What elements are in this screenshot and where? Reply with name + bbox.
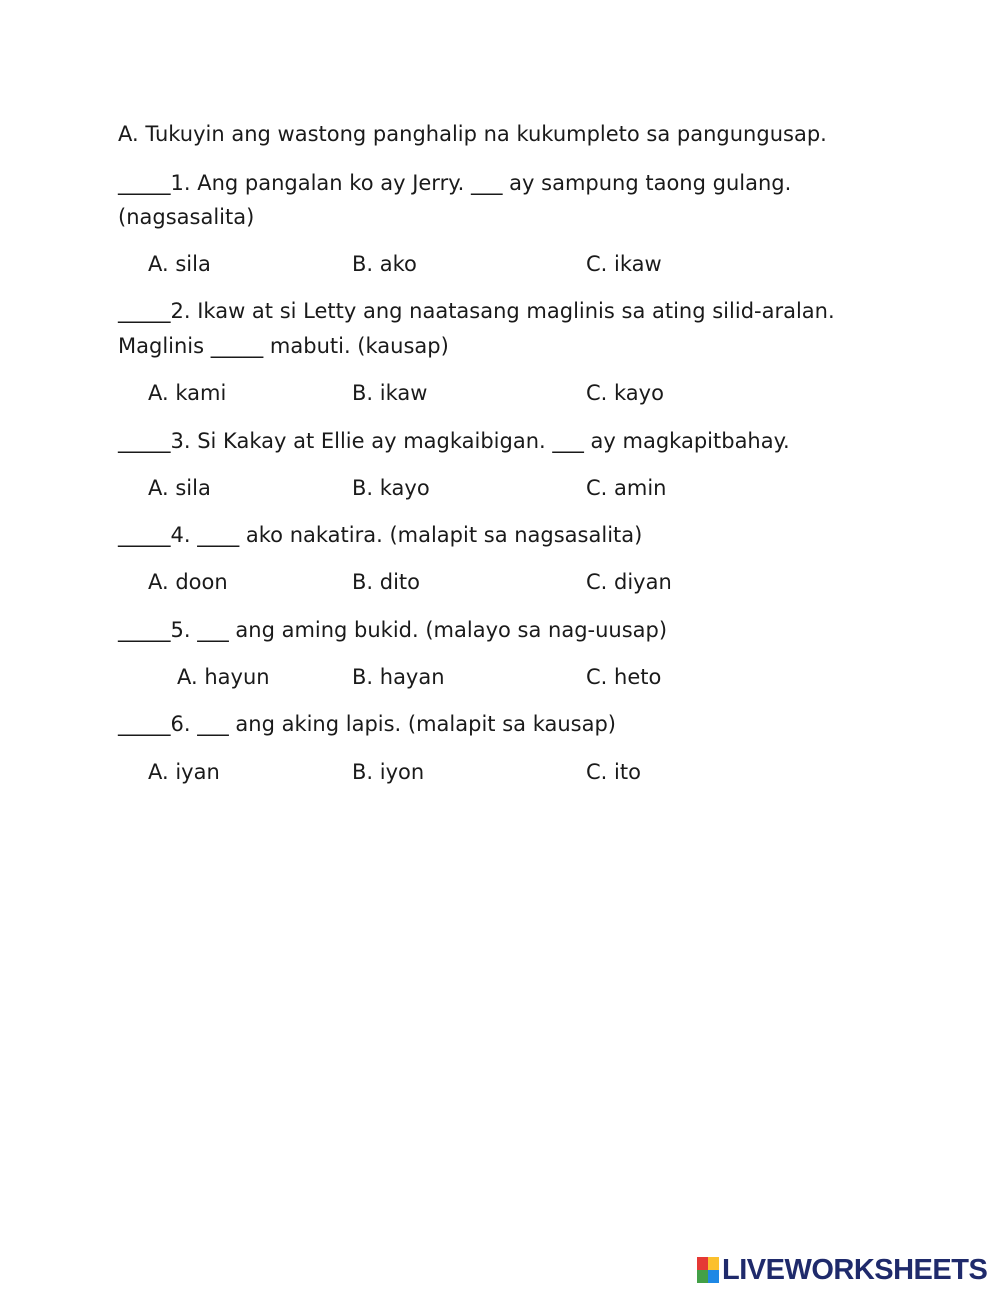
question-4-choice-c: C. diyan — [586, 570, 672, 594]
question-4-choice-a: A. doon — [148, 570, 228, 594]
question-4-line-1: _____4. ____ ako nakatira. (malapit sa nagsasalita) — [118, 523, 643, 547]
liveworksheets-blocks-icon — [697, 1257, 719, 1283]
question-3-line-1: _____3. Si Kakay at Ellie ay magkaibigan. ___ ay magkapitbahay. — [118, 429, 790, 453]
question-1-line-1: _____1. Ang pangalan ko ay Jerry. ___ ay sampung taong gulang. — [118, 171, 792, 195]
question-3-choice-a: A. sila — [148, 476, 211, 500]
question-2-choice-b: B. ikaw — [352, 381, 428, 405]
question-3-choice-b: B. kayo — [352, 476, 430, 500]
question-5-choice-b: B. hayan — [352, 665, 445, 689]
liveworksheets-logo — [697, 1255, 987, 1285]
question-3-choice-c: C. amin — [586, 476, 667, 500]
question-6-line-1: _____6. ___ ang aking lapis. (malapit sa kausap) — [118, 712, 616, 736]
instruction-text: A. Tukuyin ang wastong panghalip na kukumpleto sa pangungusap. — [118, 122, 827, 146]
question-2-choice-c: C. kayo — [586, 381, 664, 405]
question-5-choice-c: C. heto — [586, 665, 662, 689]
question-1-choice-b: B. ako — [352, 252, 417, 276]
question-4-choice-b: B. dito — [352, 570, 421, 594]
question-1-choice-a: A. sila — [148, 252, 211, 276]
question-6-choice-c: C. ito — [586, 760, 641, 784]
question-6-choice-a: A. iyan — [148, 760, 220, 784]
question-1-line-2: (nagsasalita) — [118, 205, 255, 229]
question-2-choice-a: A. kami — [148, 381, 227, 405]
question-6-choice-b: B. iyon — [352, 760, 425, 784]
question-2-line-1: _____2. Ikaw at si Letty ang naatasang maglinis sa ating silid-aralan. — [118, 299, 835, 323]
question-5-choice-a: A. hayun — [177, 665, 270, 689]
question-5-line-1: _____5. ___ ang aming bukid. (malayo sa nag-uusap) — [118, 618, 668, 642]
liveworksheets-wordmark: LIVEWORKSHEETS — [722, 1253, 988, 1286]
question-2-line-2: Maglinis _____ mabuti. (kausap) — [118, 334, 449, 358]
question-1-choice-c: C. ikaw — [586, 252, 662, 276]
